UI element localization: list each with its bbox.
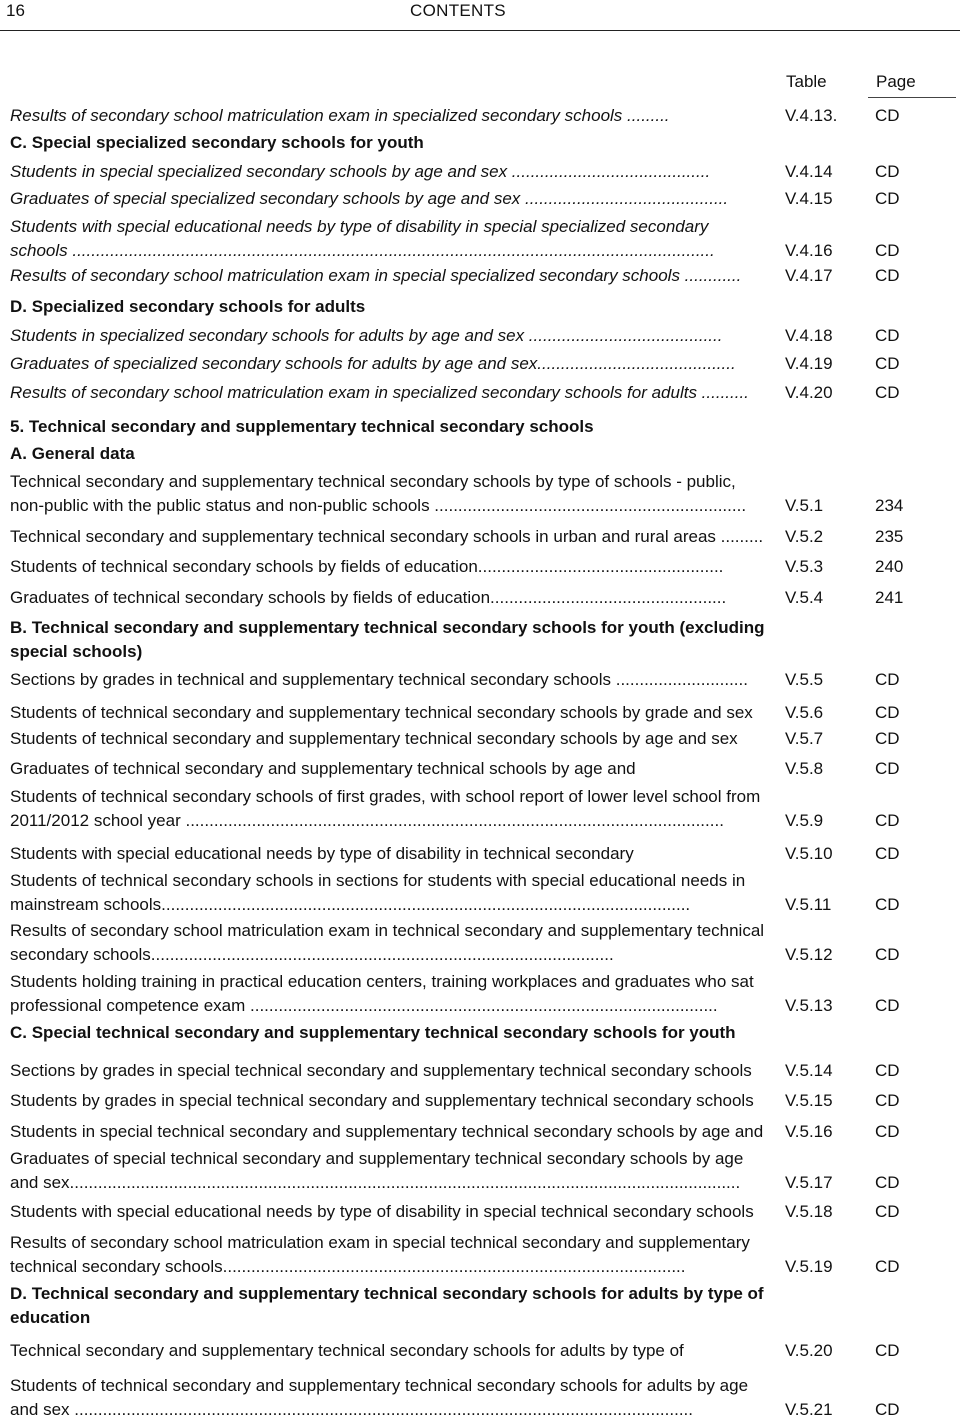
section-heading: B. Technical secondary and supplementary technical secondary schools for youth (excluding special schools) bbox=[10, 618, 765, 661]
entry-title: Students in special specialized secondary schools by age and sex .......................................... bbox=[10, 162, 711, 181]
page-ref: 240 bbox=[875, 557, 904, 576]
entry-title: Students of technical secondary schools by fields of education.................................................... bbox=[10, 557, 724, 576]
toc-entry[interactable] bbox=[10, 352, 960, 376]
table-code: V.4.20 bbox=[785, 383, 833, 402]
running-title: CONTENTS bbox=[410, 1, 506, 20]
entry-title: Results of secondary school matriculation exam in specialized secondary schools for adults .......... bbox=[10, 383, 749, 402]
page-ref: CD bbox=[875, 729, 900, 748]
page-ref: CD bbox=[875, 1257, 900, 1276]
section-heading: C. Special technical secondary and supplementary technical secondary schools for youth bbox=[10, 1023, 736, 1042]
table-code: V.5.20 bbox=[785, 1341, 833, 1360]
entry-title: Students of technical secondary schools in sections for students with special educational needs in mainstream schools................................................................................................................ bbox=[10, 871, 746, 914]
page-ref: 241 bbox=[875, 588, 904, 607]
entry-title: Results of secondary school matriculation exam in technical secondary and supplementary technical secondary schools.................................................................................................. bbox=[10, 921, 765, 964]
toc-entry[interactable] bbox=[10, 701, 960, 725]
page-ref: CD bbox=[875, 326, 900, 345]
table-code: V.5.3 bbox=[785, 557, 824, 576]
entry-title: Students by grades in special technical secondary and supplementary technical secondary schools bbox=[10, 1091, 754, 1110]
table-code: V.5.4 bbox=[785, 588, 824, 607]
page-ref: CD bbox=[875, 703, 900, 722]
entry-title: Students holding training in practical education centers, training workplaces and graduates who sat professional competence exam ................................................................................................... bbox=[10, 972, 754, 1015]
page-ref: CD bbox=[875, 1202, 900, 1221]
table-code: V.5.12 bbox=[785, 945, 833, 964]
entry-title: Students of technical secondary and supplementary technical secondary schools by age and sex bbox=[10, 729, 738, 748]
page-ref: CD bbox=[875, 759, 900, 778]
page-number: 16 bbox=[6, 1, 25, 20]
table-code: V.5.14 bbox=[785, 1061, 833, 1080]
toc-entry[interactable] bbox=[10, 869, 960, 917]
page-ref: CD bbox=[875, 241, 900, 260]
page-ref: CD bbox=[875, 162, 900, 181]
toc-entry[interactable] bbox=[10, 215, 960, 263]
toc-entry[interactable] bbox=[10, 264, 960, 288]
entry-title: Technical secondary and supplementary technical secondary schools for adults by type of bbox=[10, 1341, 684, 1360]
table-code: V.4.14 bbox=[785, 162, 833, 181]
toc-entry[interactable] bbox=[10, 104, 960, 128]
toc-entry[interactable] bbox=[10, 525, 960, 549]
page-ref: CD bbox=[875, 189, 900, 208]
page-column-heading: Page bbox=[876, 72, 916, 91]
entry-title: Graduates of special specialized secondary schools by age and sex ........................................... bbox=[10, 189, 729, 208]
table-code: V.4.18 bbox=[785, 326, 833, 345]
entry-title: Results of secondary school matriculation exam in special technical secondary and supplementary technical secondary schools.................................................................................................. bbox=[10, 1233, 750, 1276]
table-code: V.5.17 bbox=[785, 1173, 833, 1192]
toc-entry[interactable] bbox=[10, 187, 960, 211]
table-code: V.5.2 bbox=[785, 527, 824, 546]
toc-entry[interactable] bbox=[10, 668, 960, 692]
entry-title: Students with special educational needs by type of disability in technical secondary bbox=[10, 844, 634, 863]
entry-title: Sections by grades in special technical secondary and supplementary technical secondary schools bbox=[10, 1061, 752, 1080]
table-code: V.5.10 bbox=[785, 844, 833, 863]
toc-entry[interactable] bbox=[10, 1147, 960, 1195]
section-heading: A. General data bbox=[10, 444, 135, 463]
table-code: V.4.13. bbox=[785, 106, 838, 125]
entry-title: Sections by grades in technical and supplementary technical secondary schools ............................ bbox=[10, 670, 748, 689]
table-code: V.5.9 bbox=[785, 811, 824, 830]
toc-entry[interactable] bbox=[10, 324, 960, 348]
page-ref: CD bbox=[875, 1400, 900, 1419]
toc-entry[interactable] bbox=[10, 1089, 960, 1113]
page-ref: CD bbox=[875, 996, 900, 1015]
toc-entry[interactable] bbox=[10, 381, 960, 405]
section-heading: C. Special specialized secondary schools for youth bbox=[10, 133, 424, 152]
running-header bbox=[0, 0, 960, 31]
page-ref: 235 bbox=[875, 527, 904, 546]
section-heading: D. Technical secondary and supplementary technical secondary schools for adults by type of education bbox=[10, 1284, 764, 1327]
page-ref: CD bbox=[875, 945, 900, 964]
toc-entry[interactable] bbox=[10, 785, 960, 833]
page-ref: CD bbox=[875, 1173, 900, 1192]
entry-title: Results of secondary school matriculation exam in special specialized secondary schools ............ bbox=[10, 266, 742, 285]
toc-entry[interactable] bbox=[10, 919, 960, 967]
entry-title: Graduates of special technical secondary and supplementary technical secondary schools by age and sex.............................................................................................................................................. bbox=[10, 1149, 744, 1192]
entry-title: Students with special educational needs by type of disability in special technical secondary schools bbox=[10, 1202, 754, 1221]
page-ref: CD bbox=[875, 354, 900, 373]
entry-title: Students in special technical secondary and supplementary technical secondary schools by age and bbox=[10, 1122, 764, 1141]
entry-title: Results of secondary school matriculation exam in specialized secondary schools ......... bbox=[10, 106, 670, 125]
table-code: V.4.17 bbox=[785, 266, 833, 285]
table-code: V.5.15 bbox=[785, 1091, 833, 1110]
toc-entry[interactable] bbox=[10, 727, 960, 751]
table-code: V.4.16 bbox=[785, 241, 833, 260]
table-code: V.4.19 bbox=[785, 354, 833, 373]
toc-entry[interactable] bbox=[10, 1120, 960, 1144]
toc-entry[interactable] bbox=[10, 757, 960, 781]
table-code: V.4.15 bbox=[785, 189, 833, 208]
entry-title: Students of technical secondary schools of first grades, with school report of lower level school from 2011/2012 school year .................................................................................................................. bbox=[10, 787, 761, 830]
page-ref: CD bbox=[875, 266, 900, 285]
page-ref: CD bbox=[875, 844, 900, 863]
entry-title: Students with special educational needs by type of disability in special specialized secondary schools ........................................................................................................................................ bbox=[10, 217, 715, 260]
table-code: V.5.21 bbox=[785, 1400, 833, 1419]
page-ref: 234 bbox=[875, 496, 904, 515]
table-code: V.5.5 bbox=[785, 670, 824, 689]
toc-entry[interactable] bbox=[10, 842, 960, 866]
entry-title: Students of technical secondary and supplementary technical secondary schools for adults by age and sex ................................................................................................................................... bbox=[10, 1376, 749, 1419]
table-code: V.5.11 bbox=[785, 895, 832, 914]
toc-entry[interactable] bbox=[10, 1231, 960, 1279]
toc-entry[interactable] bbox=[10, 1059, 960, 1083]
page-ref: CD bbox=[875, 1061, 900, 1080]
toc-entry[interactable] bbox=[10, 1374, 960, 1422]
table-column-heading: Table bbox=[786, 72, 827, 91]
section-heading: D. Specialized secondary schools for adults bbox=[10, 297, 366, 316]
table-code: V.5.18 bbox=[785, 1202, 833, 1221]
heading-rule bbox=[868, 97, 956, 98]
entry-title: Students of technical secondary and supplementary technical secondary schools by grade and sex bbox=[10, 703, 753, 722]
page-ref: CD bbox=[875, 383, 900, 402]
entry-title: Technical secondary and supplementary technical secondary schools by type of schools - public, non-public with the public status and non-public schools .................................................................. bbox=[10, 472, 747, 515]
table-code: V.5.16 bbox=[785, 1122, 833, 1141]
page-ref: CD bbox=[875, 895, 900, 914]
column-headings bbox=[0, 72, 960, 100]
page-ref: CD bbox=[875, 811, 900, 830]
toc-entry[interactable] bbox=[10, 586, 960, 610]
page-ref: CD bbox=[875, 1091, 900, 1110]
entry-title: Graduates of technical secondary and supplementary technical schools by age and bbox=[10, 759, 636, 778]
page-ref: CD bbox=[875, 1122, 900, 1141]
toc-entry[interactable] bbox=[10, 160, 960, 184]
table-code: V.5.8 bbox=[785, 759, 824, 778]
entry-title: Graduates of technical secondary schools by fields of education.................................................. bbox=[10, 588, 727, 607]
table-code: V.5.1 bbox=[785, 496, 824, 515]
page-ref: CD bbox=[875, 106, 900, 125]
toc-entry[interactable] bbox=[10, 1200, 960, 1224]
toc-entry[interactable] bbox=[10, 970, 960, 1018]
page-ref: CD bbox=[875, 670, 900, 689]
page-ref: CD bbox=[875, 1341, 900, 1360]
table-code: V.5.19 bbox=[785, 1257, 833, 1276]
entry-title: Technical secondary and supplementary technical secondary schools in urban and rural areas ......... bbox=[10, 527, 764, 546]
table-code: V.5.6 bbox=[785, 703, 824, 722]
entry-title: Students in specialized secondary schools for adults by age and sex ......................................... bbox=[10, 326, 723, 345]
toc-entry[interactable] bbox=[10, 1339, 960, 1363]
toc-entry[interactable] bbox=[10, 470, 960, 518]
section-heading: 5. Technical secondary and supplementary technical secondary schools bbox=[10, 417, 594, 436]
table-code: V.5.7 bbox=[785, 729, 824, 748]
entry-title: Graduates of specialized secondary schools for adults by age and sex.......................................... bbox=[10, 354, 736, 373]
table-code: V.5.13 bbox=[785, 996, 833, 1015]
toc-entry[interactable] bbox=[10, 555, 960, 579]
